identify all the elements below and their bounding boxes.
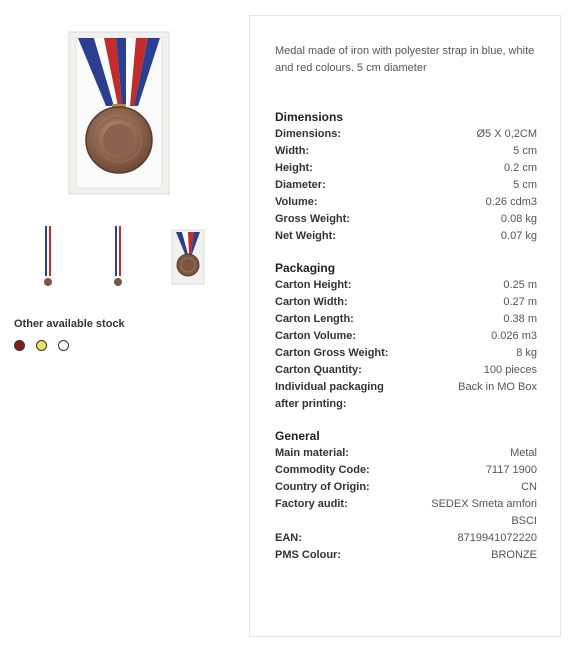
spec-label: PMS Colour: [275,549,341,561]
spec-row [275,177,537,194]
thumbnail-ribbon-front[interactable] [28,224,68,290]
spec-row [275,277,537,294]
spec-label: Commodity Code: [275,464,370,476]
dimensions-title: Dimensions [275,110,344,124]
spec-label: EAN: [275,532,302,544]
spec-value: 8 kg [516,347,537,359]
spec-value: 0.07 kg [500,230,537,242]
spec-value: 0.026 m3 [491,330,537,342]
spec-value: 0.25 m [503,279,537,291]
color-swatches [14,340,69,351]
spec-label: Carton Quantity: [275,364,362,376]
spec-value: 8719941072220 [457,532,537,544]
spec-label: Carton Gross Weight: [275,347,389,359]
spec-label: Carton Height: [275,279,352,291]
spec-row [275,462,537,479]
spec-value: Back in MO Box [458,381,537,393]
spec-row [275,530,537,547]
spec-label: Gross Weight: [275,213,350,225]
spec-label: Factory audit: [275,498,348,510]
spec-row [275,194,537,211]
spec-value: CN [521,481,537,493]
spec-value: 0.27 m [503,296,537,308]
spec-label: Carton Width: [275,296,348,308]
spec-row [275,328,537,345]
spec-value: 0.2 cm [503,162,537,174]
spec-row [275,445,537,462]
spec-value: 0.38 m [503,313,537,325]
spec-value: Metal [510,447,537,459]
spec-value: SEDEX Smeta amfori BSCI [431,498,537,527]
spec-label: Volume: [275,196,318,208]
spec-value: 100 pieces [483,364,537,376]
spec-value: 0.26 cdm3 [485,196,537,208]
packaging-title: Packaging [275,261,336,275]
spec-row [275,228,537,245]
spec-row [275,143,537,160]
spec-value: 0.08 kg [500,213,537,225]
main-product-image [66,28,172,198]
spec-label: Main material: [275,447,349,459]
spec-value: 5 cm [513,179,537,191]
spec-label: Height: [275,162,313,174]
spec-label: Country of Origin: [275,481,370,493]
spec-row [275,160,537,177]
swatch-yellow[interactable] [36,340,47,351]
spec-row [275,126,537,143]
spec-row [275,294,537,311]
spec-row [275,311,537,328]
spec-value: BRONZE [491,549,537,561]
spec-value: 5 cm [513,145,537,157]
spec-row [275,345,537,362]
spec-row [275,362,537,379]
general-section [275,427,537,564]
dimensions-section [275,108,537,245]
general-title: General [275,429,320,443]
spec-label: Diameter: [275,179,326,191]
spec-label: Dimensions: [275,128,342,140]
spec-row [275,496,537,530]
spec-value: 7117 1900 [485,464,537,476]
spec-label: Carton Volume: [275,330,357,342]
product-details-panel [249,15,561,637]
spec-value: Ø5 X 0,2CM [476,128,537,140]
spec-row [275,547,537,564]
thumbnail-ribbon-side[interactable] [98,224,138,290]
swatch-red[interactable] [14,340,25,351]
swatch-white[interactable] [58,340,69,351]
thumbnail-medal-in-box[interactable] [168,228,208,286]
spec-label: Individual packaging after printing: [275,381,384,410]
packaging-section [275,259,537,413]
spec-row [275,379,537,413]
product-description: Medal made of iron with polyester strap in blue, white and red colours. 5 cm diameter [275,45,535,74]
stock-label: Other available stock [14,318,125,330]
spec-label: Width: [275,145,310,157]
spec-row [275,479,537,496]
spec-label: Carton Length: [275,313,354,325]
spec-label: Net Weight: [275,230,336,242]
spec-row [275,211,537,228]
